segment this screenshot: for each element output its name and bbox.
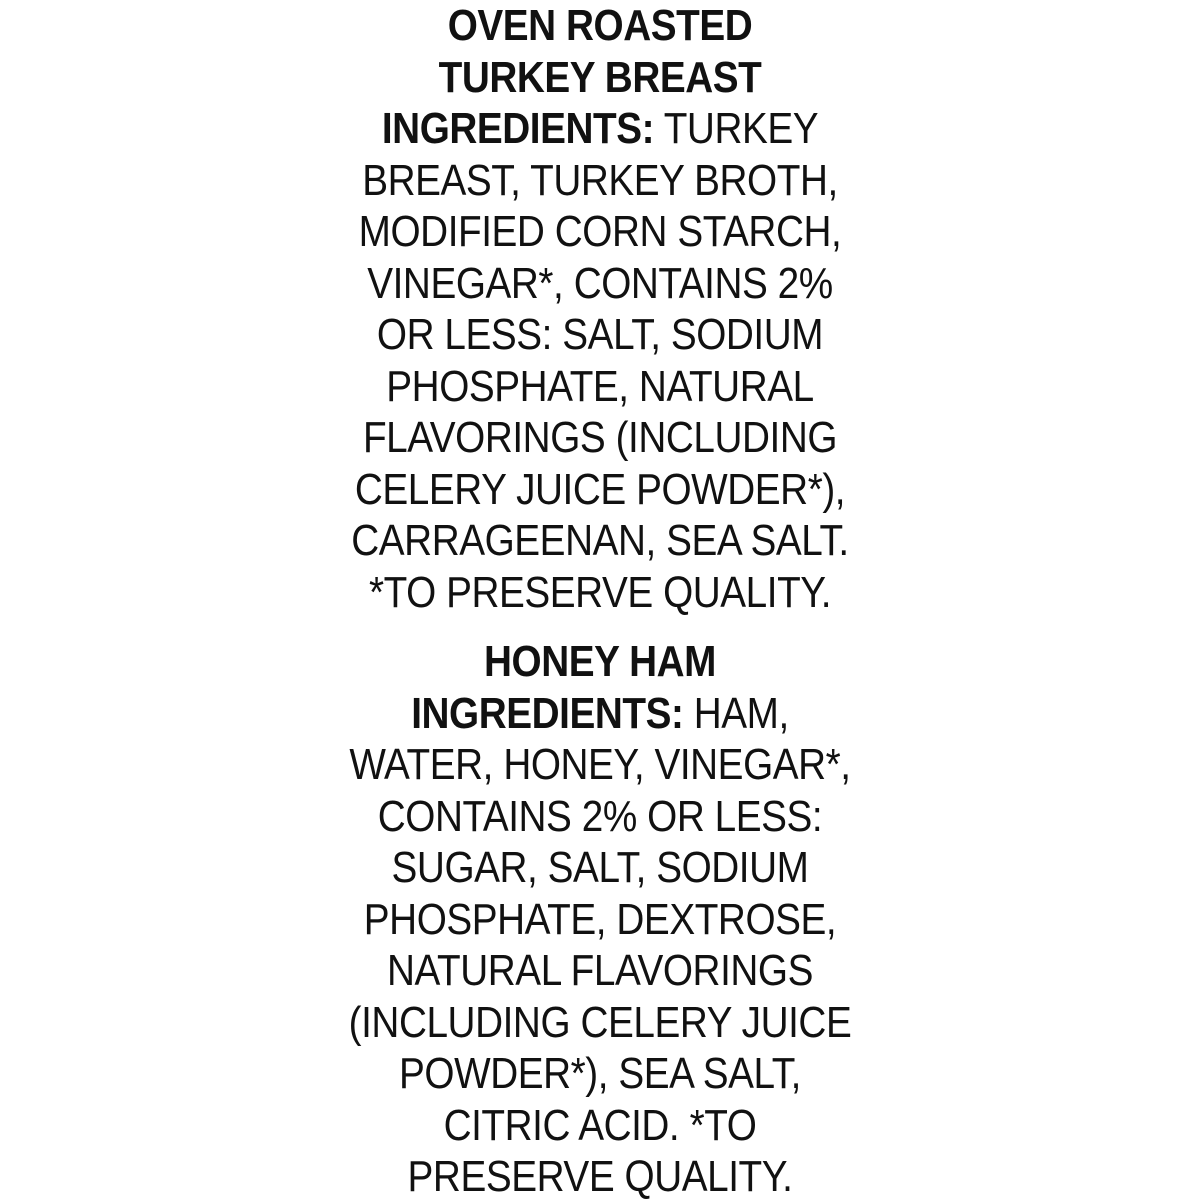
turkey-ingredient-line: FLAVORINGS (INCLUDING [362,413,838,462]
ham-ingredient-line: NATURAL FLAVORINGS [387,946,813,995]
turkey-title-line-2: TURKEY BREAST [438,52,762,102]
ham-ingredient-line: PHOSPHATE, DEXTROSE, [363,894,837,944]
turkey-ingredient-line: BREAST, TURKEY BROTH, [362,155,838,205]
turkey-ingredients-first-text: TURKEY [654,104,819,153]
ham-ingredients-first-text: HAM, [683,688,789,738]
ham-ingredient-line: (INCLUDING CELERY JUICE [348,997,852,1047]
turkey-ingredient-line: VINEGAR*, CONTAINS 2% [367,258,833,308]
ham-ingredient-line: POWDER*), SEA SALT, [399,1049,801,1098]
ham-quality-note: PRESERVE QUALITY. [407,1152,793,1201]
ham-ingredient-line: CITRIC ACID. *TO [443,1100,757,1150]
turkey-ingredient-line: CELERY JUICE POWDER*), [354,464,846,514]
ham-ingredient-line: WATER, HONEY, VINEGAR*, [349,740,851,789]
ham-ingredients-first-line [72,688,1128,740]
turkey-ingredient-line: PHOSPHATE, NATURAL [386,361,814,411]
ham-title: HONEY HAM [484,637,716,686]
turkey-ingredients-label: INGREDIENTS: [381,104,655,153]
ham-ingredients-label: INGREDIENTS: [411,688,684,738]
turkey-ingredients-first-line [72,103,1128,155]
ham-ingredient-line: SUGAR, SALT, SODIUM [391,843,809,892]
turkey-quality-note: *TO PRESERVE QUALITY. [368,567,832,617]
ham-ingredients-section [0,636,1200,1203]
ham-ingredient-line: CONTAINS 2% OR LESS: [377,791,823,841]
turkey-ingredient-line: OR LESS: SALT, SODIUM [376,310,824,359]
turkey-ingredient-line: MODIFIED CORN STARCH, [358,207,842,256]
turkey-title-line-1: OVEN ROASTED [447,1,753,50]
turkey-ingredient-line: CARRAGEENAN, SEA SALT. [351,516,849,565]
